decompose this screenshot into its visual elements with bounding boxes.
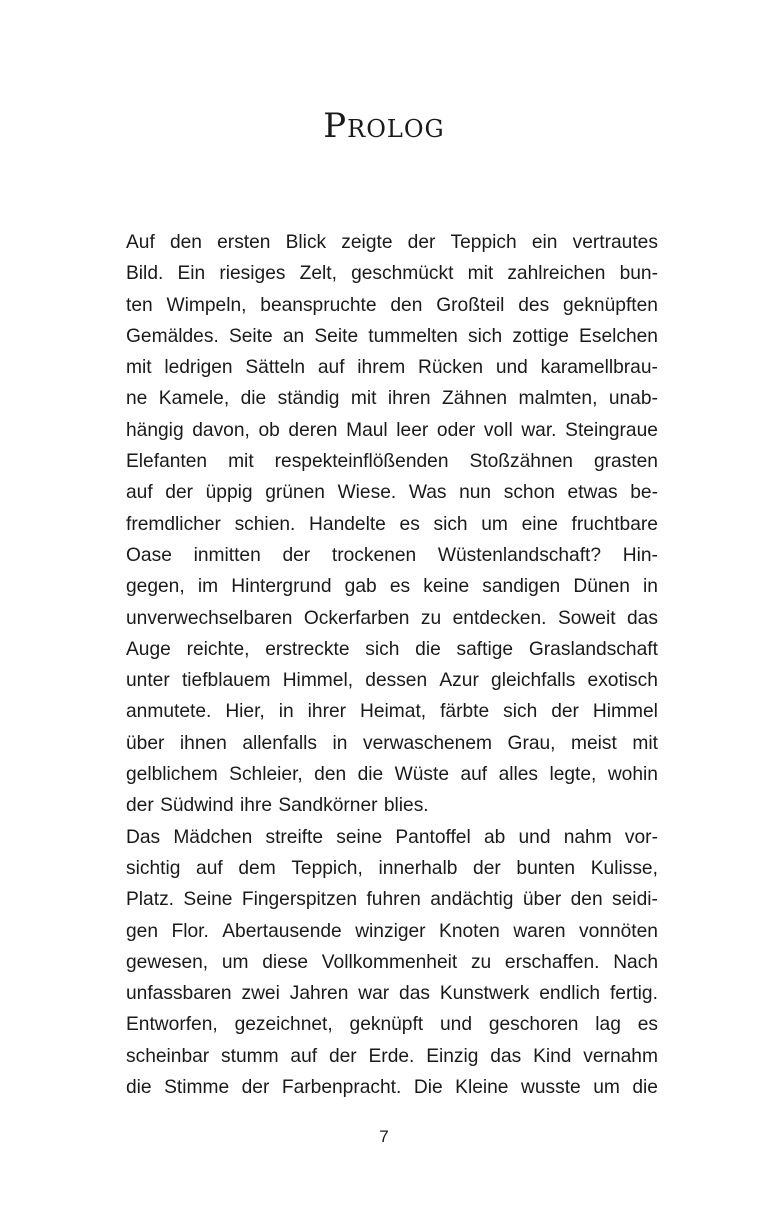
text-line [126,696,658,727]
word: grasten [593,451,658,473]
word: schon [503,482,555,504]
word: den [169,232,202,253]
word: fremdlicher [126,513,221,535]
word: leer [396,419,429,441]
word: Flor. [171,920,209,942]
word: gezeichnet, [234,1014,333,1036]
word: deren [288,419,338,441]
word: Erde. [368,1045,415,1067]
word: gewesen, [126,951,209,973]
word: zwei [241,983,280,1005]
word: Das [126,826,161,848]
word: zu [470,951,492,973]
text-line [126,1009,658,1040]
word: der [282,544,311,566]
word: Wüste [394,764,450,786]
word: und [439,1014,472,1036]
word: färbte [440,701,490,723]
word: sich [503,701,538,723]
word: lag [595,1014,621,1036]
word: ab [483,826,506,848]
word: vernahm [583,1045,658,1067]
word: in [643,576,658,598]
word: Hintergrund [231,576,332,598]
word: Kunstwerk [439,983,530,1005]
word: mit [350,388,377,410]
word: eine [521,513,558,535]
text-line [126,728,658,759]
word: meist [571,732,617,754]
word: mit [228,451,254,473]
word: respekteinflößenden [274,451,449,473]
word: oder [436,419,476,441]
word: Wüstenlandschaft? [437,544,602,566]
word: davon, [192,419,250,441]
text-line [126,822,658,853]
word: an [282,325,305,347]
word: Abertausende [222,920,342,942]
word: unfassbaren [126,983,232,1005]
word: es [637,1014,658,1036]
word: Ein [177,263,206,285]
word: seine [336,826,383,848]
word: Auge [126,638,171,660]
word: ersten [217,232,271,253]
word: Graslandschaft [528,638,658,660]
word: scheinbar [126,1045,210,1067]
word: Einzig [426,1045,479,1067]
word: vertrautes [572,232,658,253]
word: ihrer [307,701,347,723]
word: beanspruchte [260,294,377,316]
word: Kind [533,1045,572,1067]
word: Wimpeln, [166,294,247,316]
word: des [518,294,550,316]
word: um [481,513,508,535]
text-line [126,383,658,414]
word: wusste [520,1077,581,1099]
word: auf [460,764,488,786]
word: vor- [624,826,658,848]
word: bunten [516,857,576,879]
word: Hier, [225,701,265,723]
word: nun [459,482,492,504]
word: geknüpft [349,1014,424,1036]
word: erstreckte [265,638,350,660]
word: Kulisse, [590,857,658,879]
word: Zähnen [442,388,508,410]
word: saftige [456,638,514,660]
word: der [328,1045,357,1067]
word: Platz. [126,889,174,911]
word: sichtig [126,857,181,879]
word: das [490,1045,522,1067]
word: ihren [387,388,431,410]
word: ein [531,232,558,253]
word: sandigen [482,576,561,598]
word: Bild. [126,263,164,285]
word: ten [126,294,153,316]
word: es [389,576,411,598]
word: Grau, [507,732,556,754]
word: den [390,294,423,316]
word: unab- [608,388,658,410]
word: unverwechselbaren [126,607,293,629]
word: in [332,732,348,754]
word: winziger [355,920,426,942]
text-line [126,1041,658,1072]
word: diese [262,951,309,973]
word: die [415,638,441,660]
word: Himmel [592,701,658,723]
word: Heimat, [360,701,427,723]
word: streifte [265,826,324,848]
word: Teppich, [291,857,363,879]
paragraph-container [126,227,658,1103]
word: dessen [365,670,428,692]
word: Stimme [164,1077,230,1099]
word: tummelten [368,325,458,347]
word: die [240,388,267,410]
word: gen [126,920,159,942]
word: sich [433,513,468,535]
word: die [632,1077,658,1099]
text-line [126,446,658,477]
word: fertig. [609,983,658,1005]
word: stumm [221,1045,279,1067]
word: Seine [183,889,233,911]
text-line [126,759,658,790]
word: nahm [563,826,612,848]
word: der [551,701,579,723]
word: innerhalb [378,857,458,879]
word: die [357,764,384,786]
word: schien. [234,513,296,535]
word: in [278,701,294,723]
word: waren [513,920,566,942]
word: Pantoffel [395,826,471,848]
word: gab [344,576,377,598]
word: Fingerspitzen [241,889,358,911]
word: über [522,889,562,911]
word: verwaschenem [362,732,493,754]
word: Dünen [573,576,630,598]
text-line [126,509,658,540]
text-line [126,916,658,947]
word: Gemäldes. [126,325,219,347]
word: auf [126,482,153,504]
word: Farbenpracht. [281,1077,402,1099]
word: allenfalls [242,732,318,754]
word: ständig [277,388,340,410]
word: den [570,889,603,911]
word: sich [365,638,400,660]
word: das [627,607,658,629]
word: zeigte [341,232,393,253]
word: erschaffen. [504,951,600,973]
word: Nach [613,951,658,973]
text-line [126,540,658,571]
text-line [126,477,658,508]
word: grünen [265,482,325,504]
word: trockenen [331,544,417,566]
word: andächtig [430,889,514,911]
word: Die [413,1077,443,1099]
word: Ockerfarben [303,607,410,629]
text-line [126,415,658,446]
text-line [126,321,658,352]
word: fuhren [366,889,421,911]
word: um [221,951,249,973]
word: entdecken. [452,607,547,629]
word: riesiges [219,263,286,285]
word: Himmel, [282,670,354,692]
word: etwas [567,482,618,504]
word: gegen, [126,576,185,598]
word: vonnöten [579,920,658,942]
word: zottige [512,325,569,347]
word: es [399,513,420,535]
word: zu [420,607,442,629]
word: reichte, [186,638,250,660]
text-line [126,665,658,696]
text-line [126,978,658,1009]
word: zahlreichen [507,263,606,285]
body-text [126,227,658,1103]
word: mit [632,732,658,754]
word: voll [483,419,513,441]
word: Handelte [309,513,386,535]
word: Auf [126,232,155,253]
word: geschoren [488,1014,579,1036]
word: Teppich [450,232,517,253]
word: Jahren [289,983,349,1005]
word: Zelt, [299,263,337,285]
text-line [126,853,658,884]
word: Großteil [436,294,505,316]
word: mit [126,357,152,379]
word: ob [258,419,280,441]
word: Blick [285,232,327,253]
word: ne [126,388,148,410]
word: und [518,826,551,848]
word: Maul [346,419,388,441]
word: üppig [205,482,253,504]
word: tiefblauem [181,670,271,692]
word: war. [521,419,557,441]
word: bun- [619,263,658,285]
word: der [165,482,194,504]
word: Rücken [418,357,484,379]
word: das [399,983,430,1005]
word: war [358,983,390,1005]
word: auf [317,357,345,379]
word: auf [290,1045,318,1067]
word: Oase [126,544,172,566]
word: Seite [314,325,359,347]
word: seidi- [612,889,658,911]
text-line [126,603,658,634]
word: be- [630,482,658,504]
word: keine [423,576,470,598]
word: gelblichem [126,764,218,786]
word: den [314,764,347,786]
word: malmten, [518,388,598,410]
word: die [126,1077,152,1099]
word: Steingraue [565,419,658,441]
word: im [197,576,219,598]
word: Elefanten [126,451,208,473]
text-line [126,227,658,258]
word: fruchtbare [571,513,658,535]
word: Vollkommenheit [321,951,458,973]
word: der [241,1077,270,1099]
word: Seite [228,325,273,347]
word: um [593,1077,620,1099]
text-line [126,1072,658,1103]
text-line: der Südwind ihre Sandkörner blies. [126,795,429,817]
word: über [126,732,165,754]
word: gleichfalls [491,670,576,692]
word: Stoßzähnen [469,451,573,473]
word: wohin [607,764,658,786]
word: legte, [549,764,597,786]
word: unter [126,670,170,692]
text-line [126,352,658,383]
word: Was [408,482,447,504]
word: mit [467,263,494,285]
word: Eselchen [579,325,658,347]
word: auf [196,857,223,879]
page-number: 7 [379,1127,389,1146]
word: ihnen [179,732,227,754]
word: inmitten [193,544,261,566]
text-line [126,634,658,665]
word: Hin- [622,544,658,566]
word: sich [468,325,503,347]
word: Soweit [557,607,616,629]
text-line [126,947,658,978]
word: ihrem [357,357,406,379]
word: dem [238,857,276,879]
word: Knoten [439,920,500,942]
text-line [126,258,658,289]
word: Kamele, [158,388,230,410]
word: Schleier, [229,764,303,786]
word: der [473,857,501,879]
word: endlich [539,983,601,1005]
word: alles [498,764,539,786]
text-line [126,884,658,915]
word: Sätteln [245,357,306,379]
word: ledrigen [164,357,233,379]
text-line [126,290,658,321]
chapter-title: Prolog [323,106,445,146]
word: exotisch [587,670,658,692]
word: karamellbrau- [540,357,658,379]
text-line [126,571,658,602]
word: geschmückt [351,263,454,285]
word: und [495,357,528,379]
word: Azur [439,670,479,692]
word: Mädchen [173,826,253,848]
word: der [407,232,436,253]
word: geknüpften [563,294,658,316]
word: Wiese. [337,482,397,504]
word: hängig [126,419,184,441]
word: Kleine [455,1077,509,1099]
word: anmutete. [126,701,212,723]
word: Entworfen, [126,1014,218,1036]
